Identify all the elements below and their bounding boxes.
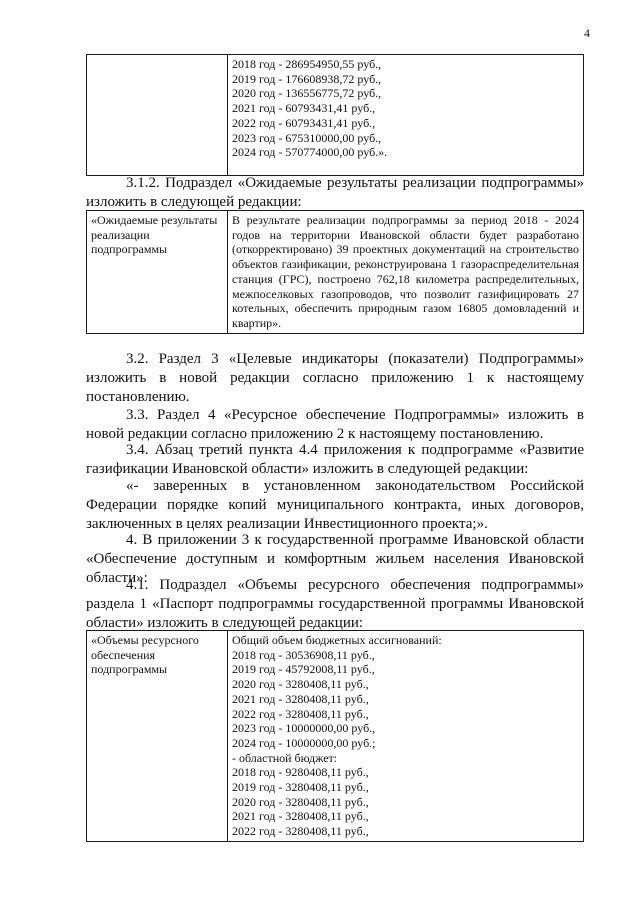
budget-line: 2022 год - 3280408,11 руб., — [232, 824, 369, 839]
paragraph-quote: «- заверенных в установленном законодательством Российской Федерации порядке копий муниципального контракта, иных договоров, заключенных в целях реализации Инвестиционного проекта;». — [86, 478, 584, 533]
table-label-cell — [87, 55, 228, 176]
budget-line: 2021 год - 60793431,41 руб., — [232, 101, 376, 116]
table-value-cell: В результате реализации подпрограммы за период 2018 - 2024 годов на территории Ивановской области будет разработано (откорректировано) 39 проектных документаций на строительство объектов газификации, реконструирована 1 газораспределительная станция (ГРС), построено 762,18 километра распределительных, межпоселковых газопроводов, что позволит газифицировать 27 котельных, обеспечить природным газом 16805 домовладений и квартир». — [228, 211, 584, 334]
budget-line: 2022 год - 3280408,11 руб., — [232, 706, 369, 721]
budget-line: 2020 год - 136556775,72 руб., — [232, 86, 382, 101]
budget-line: 2020 год - 3280408,11 руб., — [232, 677, 369, 692]
paragraph-3-4: 3.4. Абзац третий пункта 4.4 приложения к подпрограмме «Развитие газификации Ивановской области» изложить в следующей редакции: — [86, 442, 584, 478]
budget-line: 2022 год - 60793431,41 руб., — [232, 115, 376, 130]
budget-table-continued — [86, 54, 584, 176]
page-number: 4 — [584, 26, 590, 40]
paragraph-3-2: 3.2. Раздел 3 «Целевые индикаторы (показатели) Подпрограммы» изложить в новой редакции согласно приложению 1 к настоящему постановлению. — [86, 351, 584, 406]
expected-results-table — [86, 210, 584, 334]
budget-line: 2023 год - 10000000,00 руб., — [232, 721, 376, 736]
budget-line: 2021 год - 3280408,11 руб., — [232, 691, 369, 706]
budget-line: Общий объем бюджетных ассигнований: — [232, 633, 442, 647]
budget-line: 2019 год - 176608938,72 руб., — [232, 71, 382, 86]
budget-line: 2018 год - 9280408,11 руб., — [232, 765, 369, 780]
paragraph-4: 4. В приложении 3 к государственной программе Ивановской области «Обеспечение доступным и комфортным жильем населения Ивановской области»: — [86, 532, 584, 587]
budget-line: 2018 год - 286954950,55 руб., — [232, 57, 382, 71]
budget-line: - областной бюджет: — [232, 750, 338, 765]
budget-line: 2024 год - 570774000,00 руб.». — [232, 145, 388, 160]
budget-line: 2018 год - 30536908,11 руб., — [232, 647, 375, 662]
budget-line: 2020 год - 3280408,11 руб., — [232, 794, 369, 809]
budget-line: 2024 год - 10000000,00 руб.; — [232, 735, 376, 750]
table-label-cell: «Объемы ресурсного обеспечения подпрограммы — [87, 631, 228, 842]
paragraph-4-1: 4.1. Подраздел «Объемы ресурсного обеспечения подпрограммы» раздела 1 «Паспорт подпрограммы государственной программы Ивановской области» изложить в следующей редакции: — [86, 577, 584, 632]
budget-line: 2021 год - 3280408,11 руб., — [232, 809, 369, 824]
budget-line: 2019 год - 45792008,11 руб., — [232, 662, 375, 677]
table-value-cell — [228, 55, 584, 176]
table-row — [87, 211, 584, 334]
resource-volumes-table — [86, 630, 584, 842]
paragraph-3-1-2: 3.1.2. Подраздел «Ожидаемые результаты реализации подпрограммы» изложить в следующей редакции: — [86, 175, 584, 211]
table-row — [87, 55, 584, 176]
table-label-cell: «Ожидаемые результаты реализации подпрограммы — [87, 211, 228, 334]
budget-line: 2019 год - 3280408,11 руб., — [232, 780, 369, 795]
table-value-cell — [228, 631, 584, 842]
budget-line: 2023 год - 675310000,00 руб., — [232, 130, 382, 145]
paragraph-3-3: 3.3. Раздел 4 «Ресурсное обеспечение Подпрограммы» изложить в новой редакции согласно приложению 2 к настоящему постановлению. — [86, 407, 584, 443]
table-row — [87, 631, 584, 842]
